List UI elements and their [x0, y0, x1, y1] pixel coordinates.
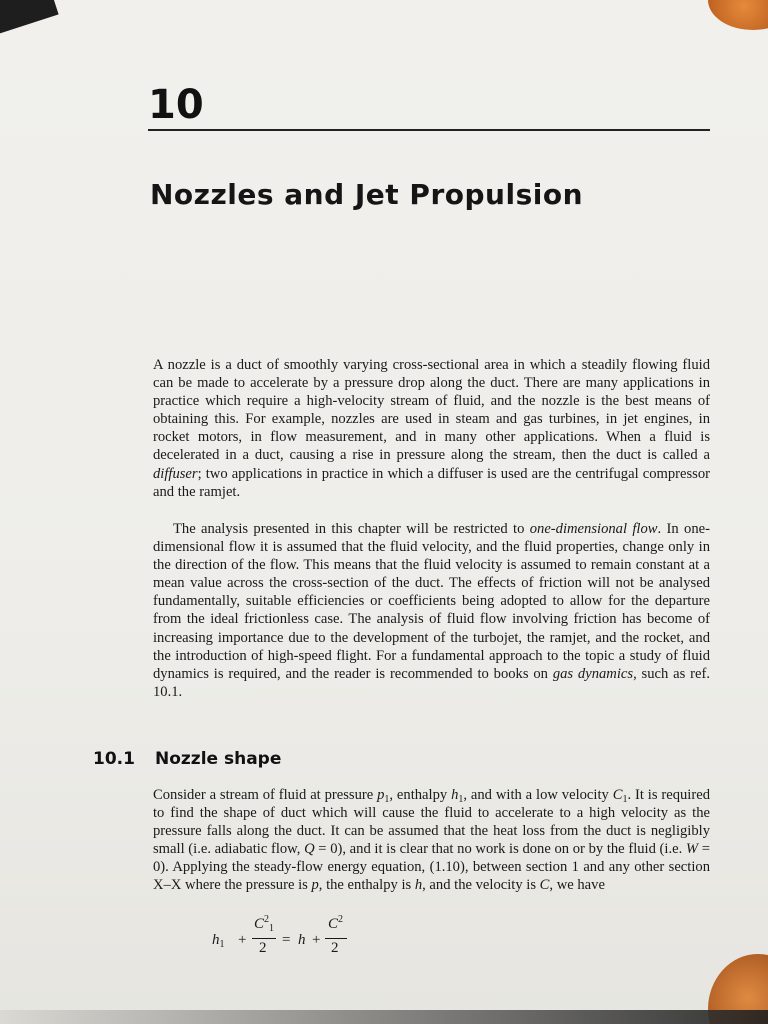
- eq-frac-line-2: [325, 938, 347, 939]
- section-number: 10.1: [93, 749, 135, 769]
- paragraph-nozzle-shape: Consider a stream of fluid at pressure $p_1$, enthalpy $h_1$, and with a low velocity $C_1$. It is required to find the shape of duct which will cause the fluid to accelerate to a high velocity as the pressure falls along the duct. It can be assumed that the heat loss from the duct is negligibly small (i.e. adiabatic flow, Q = 0), and it is clear that no work is done on or by the fluid (i.e. W = 0). Applying the steady-flow energy equation, (1.10), between section 1 and any other section X–X where the pressure is p, the enthalpy is h, and the velocity is C, we have: [153, 787, 710, 894]
- page-bottom-shadow: [0, 1010, 768, 1024]
- scan-corner-shadow: [0, 0, 59, 42]
- thumb-top-right: [708, 0, 768, 30]
- energy-equation: [212, 916, 362, 964]
- eq-h: h: [298, 932, 306, 948]
- eq-num-2: $C^2$: [328, 914, 344, 932]
- chapter-rule: [148, 129, 710, 131]
- section-title: Nozzle shape: [155, 749, 282, 769]
- eq-frac-line-1: [252, 938, 276, 939]
- eq-plus-2: +: [312, 932, 321, 948]
- paragraph-analysis: The analysis presented in this chapter will be restricted to one-dimensional flow. In one-dimensional flow it is assumed that the fluid velocity, and the fluid properties, change only in the direction of the flow. This means that the fluid velocity is assumed to remain constant at a mean value across the cross-section of the duct. The effects of friction will not be analysed fundamentally, suitable efficiencies or coefficients being adopted to allow for the departure from the ideal frictionless case. The analysis of fluid flow involving friction has become of increasing importance due to the development of the turbojet, the ramjet, and the rocket, and the introduction of high-speed flight. For a fundamental approach to the topic a study of fluid dynamics is required, and the reader is recommended to books on gas dynamics, such as ref. 10.1.: [153, 521, 711, 700]
- eq-den-2: 2: [331, 940, 339, 956]
- paragraph-intro: A nozzle is a duct of smoothly varying cross-sectional area in which a steadily flowing fluid can be made to accelerate by a pressure drop along the duct. There are many applications in practice which require a high-velocity stream of fluid, and the nozzle is the best means of obtaining this. For example, nozzles are used in steam and gas turbines, in jet engines, in rocket motors, in flow measurement, and in many other applications. When a fluid is decelerated in a duct, causing a rise in pressure along the stream, then the duct is called a diffuser; two applications in practice in which a diffuser is used are the centrifugal compressor and the ramjet.: [153, 357, 710, 500]
- eq-den-1: 2: [259, 940, 267, 956]
- eq-plus-1: +: [238, 932, 247, 948]
- chapter-number: 10: [148, 82, 204, 128]
- chapter-title: Nozzles and Jet Propulsion: [150, 178, 583, 211]
- eq-h1: $h_1$: [212, 932, 225, 950]
- eq-num-1: $C^2_1$: [254, 914, 275, 934]
- eq-equals: =: [282, 932, 291, 948]
